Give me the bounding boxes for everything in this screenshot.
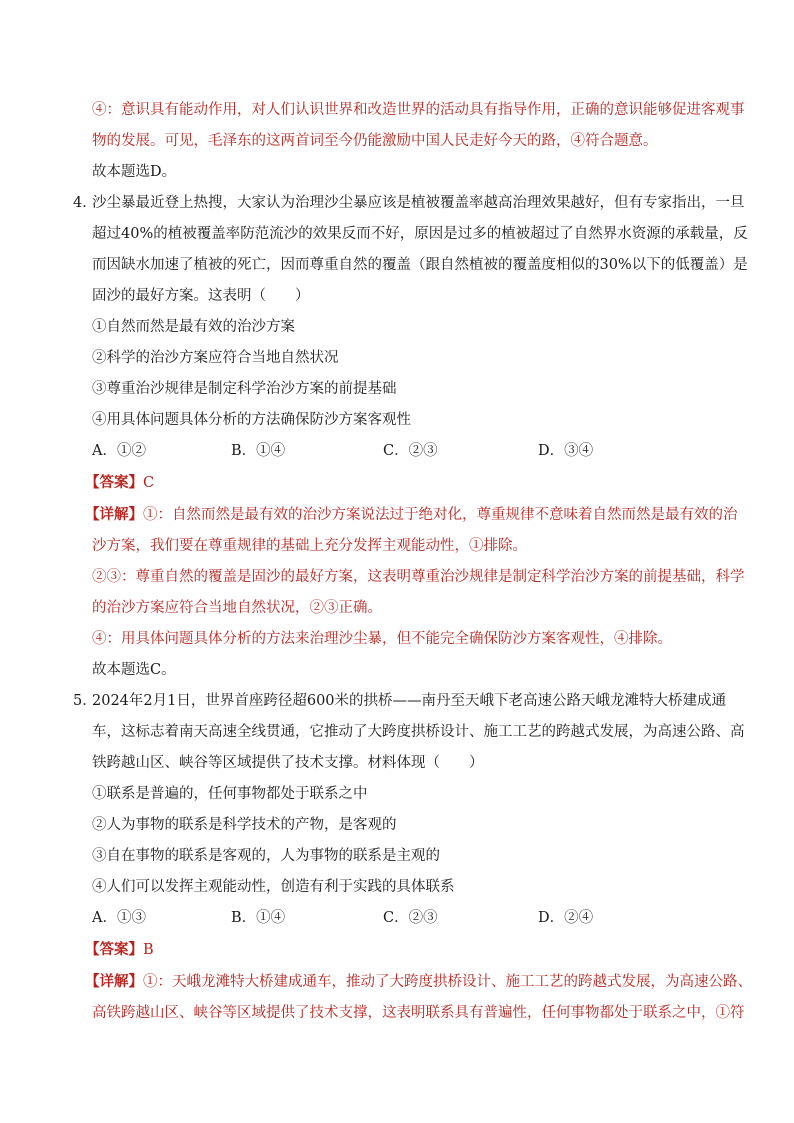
q5-answer-value: B [143, 942, 154, 958]
q5-stem-text-1: 2024年2月1日，世界首座跨径超600米的拱桥——南丹至天峨下老高速公路天峨龙滩特大桥建成通 [92, 693, 727, 709]
q5-statement-4: ④人们可以发挥主观能动性，创造有利于实践的具体联系 [92, 879, 455, 895]
q4-stem-text-1: 沙尘暴最近登上热搜，大家认为治理沙尘暴应该是植被覆盖率越高治理效果越好，但有专家指出，一旦 [92, 195, 745, 211]
q5-detail-line-1 [85, 966, 752, 998]
q4-answer-tag: 【答案】 [85, 474, 143, 491]
q5-statement-2: ②人为事物的联系是科学技术的产物，是客观的 [92, 817, 397, 833]
q3-analysis-4-line-2: 物的发展。可见，毛泽东的这两首词至今仍能激励中国人民走好今天的路，④符合题意。 [92, 133, 658, 149]
q4-statement-3: ③尊重治沙规律是制定科学治沙方案的前提基础 [92, 381, 397, 397]
q4-option-a: A．①② [92, 443, 146, 459]
q4-number: 4． [73, 195, 97, 211]
q5-number: 5． [73, 693, 97, 709]
q5-answer-line [85, 934, 732, 966]
q5-detail-tag: 【详解】 [85, 973, 143, 990]
q4-stem-line-2: 超过40%的植被覆盖率防范流沙的效果反而不好，原因是过多的植被超过了自然界水资源的承载量，反 [92, 226, 748, 242]
q4-option-d: D．③④ [538, 443, 594, 459]
q4-detail-tag: 【详解】 [85, 506, 143, 523]
q4-statement-1: ①自然而然是最有效的治沙方案 [92, 319, 295, 335]
q5-option-a: A．①③ [92, 910, 146, 926]
q4-answer-value: C [143, 475, 155, 491]
q5-options [92, 903, 732, 934]
q5-statement-1: ①联系是普遍的，任何事物都处于联系之中 [92, 786, 368, 802]
q4-stem-line-1 [73, 188, 745, 219]
q4-statement-2: ②科学的治沙方案应符合当地自然状况 [92, 350, 339, 366]
q5-stem-line-3: 铁跨越山区、峡谷等区域提供了技术支撑。材料体现（ ） [92, 755, 484, 771]
q5-detail-line-2: 高铁跨越山区、峡谷等区域提供了技术支撑，这表明联系具有普遍性，任何事物都处于联系之中，①符 [92, 1005, 745, 1021]
q5-option-b: B．①④ [231, 910, 286, 926]
q4-detail-line-3: ②③：尊重自然的覆盖是固沙的最好方案，这表明尊重治沙规律是制定科学治沙方案的前提基础，科学 [92, 569, 745, 585]
q5-detail-1-text-1: ①：天峨龙滩特大桥建成通车，推动了大跨度拱桥设计、施工工艺的跨越式发展，为高速公路、 [143, 974, 752, 990]
q4-option-b: B．①④ [231, 443, 286, 459]
q4-detail-line-1 [85, 499, 738, 531]
q5-stem-line-2: 车，这标志着南天高速全线贯通，它推动了大跨度拱桥设计、施工工艺的跨越式发展，为高速公路、高 [92, 724, 745, 740]
q5-option-d: D．②④ [538, 910, 594, 926]
q5-stem-line-1 [73, 686, 732, 717]
q5-statement-3: ③自在事物的联系是客观的，人为事物的联系是主观的 [92, 848, 440, 864]
q4-options [92, 436, 732, 467]
q4-answer-line [85, 467, 732, 499]
q4-detail-line-4: 的治沙方案应符合当地自然状况，②③正确。 [92, 600, 382, 616]
q4-detail-line-2: 沙方案，我们要在尊重规律的基础上充分发挥主观能动性，①排除。 [92, 538, 527, 554]
q4-statement-4: ④用具体问题具体分析的方法确保防沙方案客观性 [92, 412, 411, 428]
q4-detail-1-text-1: ①：自然而然是最有效的治沙方案说法过于绝对化，尊重规律不意味着自然而然是最有效的治 [143, 507, 738, 523]
page-content [73, 95, 752, 1029]
q4-detail-line-5: ④：用具体问题具体分析的方法来治理沙尘暴，但不能完全确保防沙方案客观性，④排除。 [92, 631, 672, 647]
q5-answer-tag: 【答案】 [85, 941, 143, 958]
q3-analysis-4-line-1: ④：意识具有能动作用，对人们认识世界和改造世界的活动具有指导作用，正确的意识能够促进客观事 [92, 102, 745, 118]
q4-conclusion: 故本题选C。 [92, 662, 176, 678]
q4-stem-line-4: 固沙的最好方案。这表明（ ） [92, 288, 310, 304]
q4-option-c: C．②③ [383, 443, 438, 459]
q4-stem-line-3: 而因缺水加速了植被的死亡，因而尊重自然的覆盖（跟自然植被的覆盖度相似的30%以下的低覆盖）是 [92, 257, 748, 273]
q5-option-c: C．②③ [383, 910, 438, 926]
q3-conclusion: 故本题选D。 [92, 164, 177, 180]
